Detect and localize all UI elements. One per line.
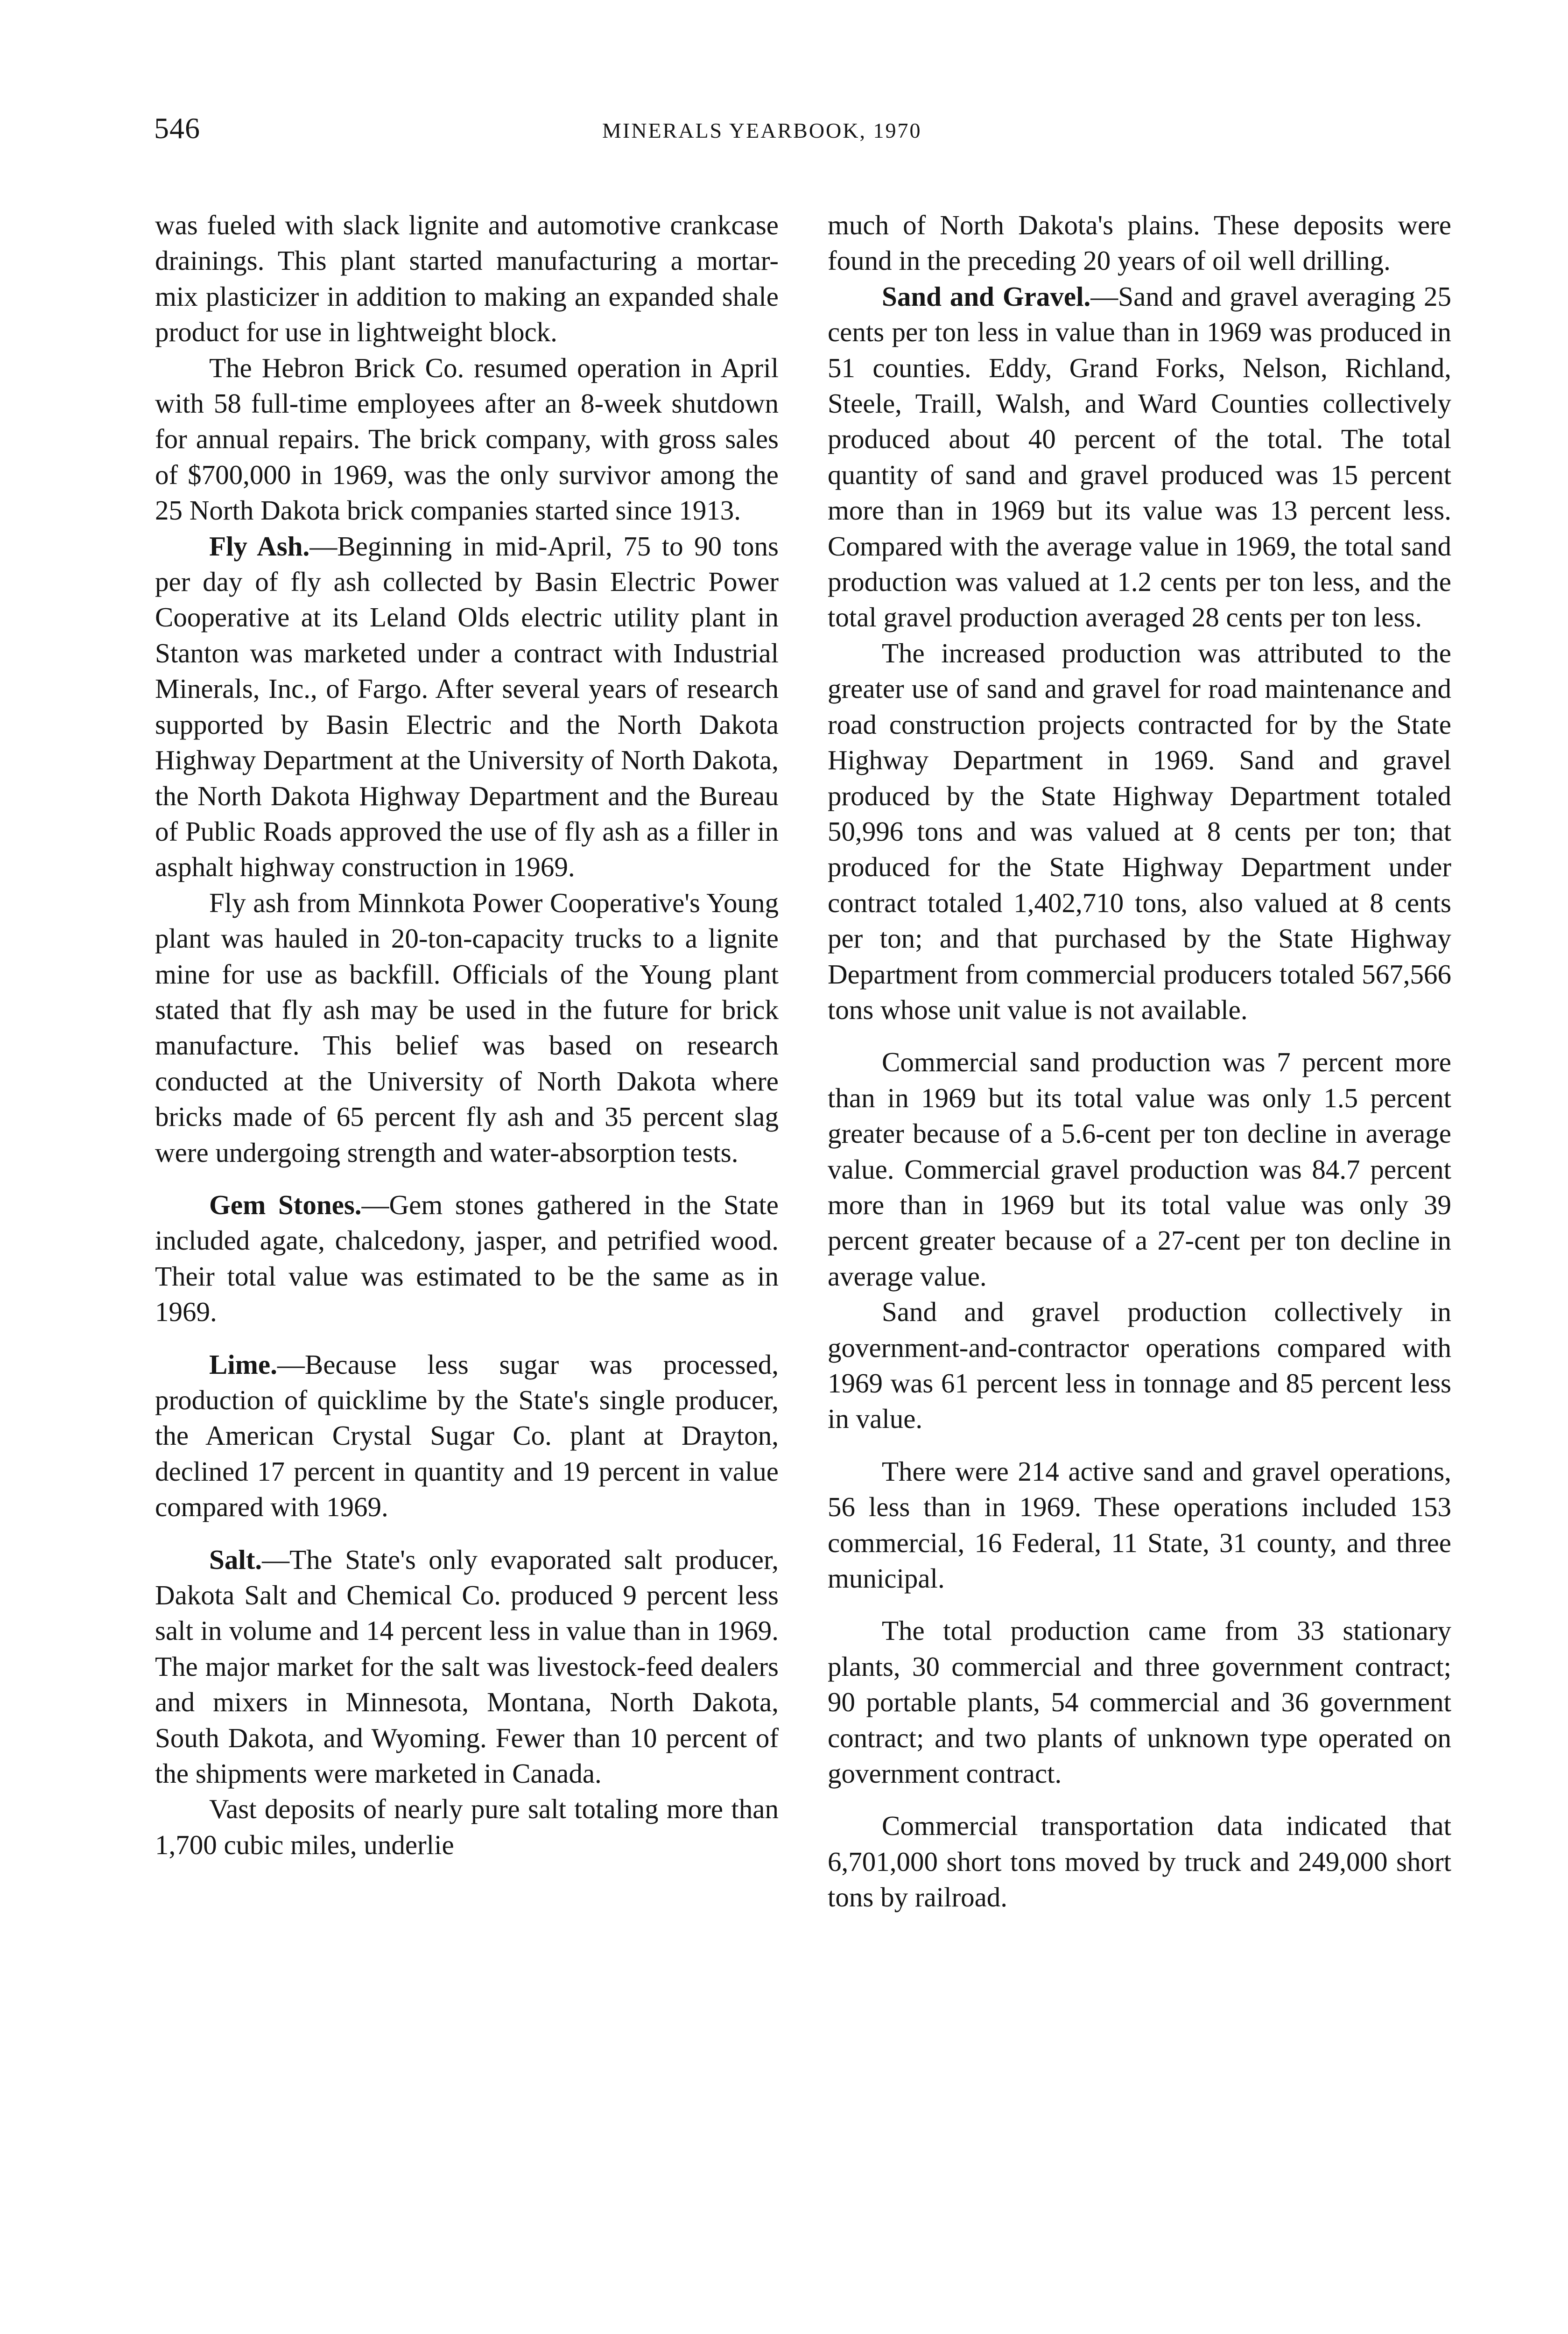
section-heading-fly-ash: Fly Ash. bbox=[209, 530, 310, 562]
paragraph-lignite-plant: was fueled with slack lignite and automotive crankcase drainings. This plant started manufacturing a mortar-mix plasticizer in addition to making an expanded shale product for use in lightweight block. bbox=[155, 210, 779, 348]
paragraph-salt-text: —The State's only evaporated salt producer, Dakota Salt and Chemical Co. produced 9 percent less salt in volume and 14 percent less in value than in 1969. The major market for the salt was livestock-feed dealers and mixers in Minnesota, Montana, North Dakota, South Dakota, and Wyoming. Fewer than 10 percent of the shipments were marketed in Canada. bbox=[155, 1544, 779, 1789]
paragraph-active-operations: There were 214 active sand and gravel operations, 56 less than in 1969. These operations included 153 commercial, 16 Federal, 11 State, 31 county, and three municipal. bbox=[828, 1455, 1451, 1594]
paragraph-fly-ash bbox=[155, 528, 779, 885]
paragraph-gem-stones bbox=[155, 1187, 779, 1330]
paragraph-lime bbox=[155, 1347, 779, 1525]
section-heading-salt: Salt. bbox=[209, 1544, 262, 1575]
paragraph-minnkota-fly-ash: Fly ash from Minnkota Power Cooperative's Young plant was hauled in 20-ton-capacity trucks to a lignite mine for use as backfill. Officials of the Young plant stated that fly ash may be used in the future for brick manufacture. This belief was based on research conducted at the University of North Dakota where bricks made of 65 percent fly ash and 35 percent slag were undergoing strength and water-absorption tests. bbox=[155, 887, 779, 1168]
section-heading-gem-stones: Gem Stones. bbox=[209, 1189, 362, 1220]
page-header bbox=[154, 107, 1456, 159]
section-heading-lime: Lime. bbox=[209, 1349, 277, 1380]
paragraph-sand-gravel bbox=[828, 279, 1451, 635]
paragraph-total-production: The total production came from 33 stationary plants, 30 commercial and three government contract; 90 portable plants, 54 commercial and 36 government contract; and two plants of unknown type operated on government contract. bbox=[828, 1615, 1451, 1789]
paragraph-government-operations: Sand and gravel production collectively in government-and-contractor operations compared with 1969 was 61 percent less in tonnage and 85 percent less in value. bbox=[828, 1296, 1451, 1434]
running-title: MINERALS YEARBOOK, 1970 bbox=[602, 119, 922, 142]
paragraph-sand-gravel-text: —Sand and gravel averaging 25 cents per ton less in value than in 1969 was produced in 51 counties. Eddy, Grand Forks, Nelson, Richland, Steele, Traill, Walsh, and Ward Counties collectively produced about 40 percent of the total. The total quantity of sand and gravel produced was 15 percent more than in 1969 but its value was 13 percent less. Compared with the average value in 1969, the total sand production was valued at 1.2 cents per ton less, and the total gravel production averaged 28 cents per ton less. bbox=[828, 281, 1451, 633]
paragraph-increased-production: The increased production was attributed to the greater use of sand and gravel for road maintenance and road construction projects contracted for by the State Highway Department in 1969. Sand and gravel produced by the State Highway Department totaled 50,996 tons and was valued at 8 cents per ton; that produced for the State Highway Department under contract totaled 1,402,710 tons, also valued at 8 cents per ton; and that purchased by the State Highway Department from commercial producers totaled 567,566 tons whose unit value is not available. bbox=[828, 637, 1451, 1025]
paragraph-salt bbox=[155, 1542, 779, 1792]
page-number: 546 bbox=[154, 112, 200, 145]
paragraph-hebron-brick: The Hebron Brick Co. resumed operation in April with 58 full-time employees after an 8-week shutdown for annual repairs. The brick company, with gross sales of $700,000 in 1969, was the only survivor among the 25 North Dakota brick companies started since 1913. bbox=[155, 352, 779, 526]
paragraph-gem-stones-text: —Gem stones gathered in the State included agate, chalcedony, jasper, and petrified wood. Their total value was estimated to be the same as in 1969. bbox=[155, 1189, 779, 1328]
left-column bbox=[155, 207, 779, 1863]
paragraph-lime-text: —Because less sugar was processed, production of quicklime by the State's single producer, the American Crystal Sugar Co. plant at Drayton, declined 17 percent in quantity and 19 percent in value compared with 1969. bbox=[155, 1349, 779, 1523]
right-column bbox=[828, 207, 1451, 1915]
paragraph-plains-deposits: much of North Dakota's plains. These deposits were found in the preceding 20 years of oil well drilling. bbox=[828, 210, 1451, 276]
paragraph-commercial-sand: Commercial sand production was 7 percent more than in 1969 but its total value was only 1.5 percent greater because of a 5.6-cent per ton decline in average value. Commercial gravel production was 84.7 percent more than in 1969 but its total value was only 39 percent greater because of a 27-cent per ton decline in average value. bbox=[828, 1047, 1451, 1292]
paragraph-fly-ash-text: —Beginning in mid-April, 75 to 90 tons per day of fly ash collected by Basin Electric Power Cooperative at its Leland Olds electric utility plant in Stanton was marketed under a contract with Industrial Minerals, Inc., of Fargo. After several years of research supported by Basin Electric and the North Dakota Highway Department at the University of North Dakota, the North Dakota Highway Department and the Bureau of Public Roads approved the use of fly ash as a filler in asphalt highway construction in 1969. bbox=[155, 530, 779, 883]
paragraph-transportation: Commercial transportation data indicated that 6,701,000 short tons moved by truck and 249,000 short tons by railroad. bbox=[828, 1810, 1451, 1913]
paragraph-salt-deposits: Vast deposits of nearly pure salt totaling more than 1,700 cubic miles, underlie bbox=[155, 1793, 779, 1860]
section-heading-sand-gravel: Sand and Gravel. bbox=[882, 281, 1091, 312]
